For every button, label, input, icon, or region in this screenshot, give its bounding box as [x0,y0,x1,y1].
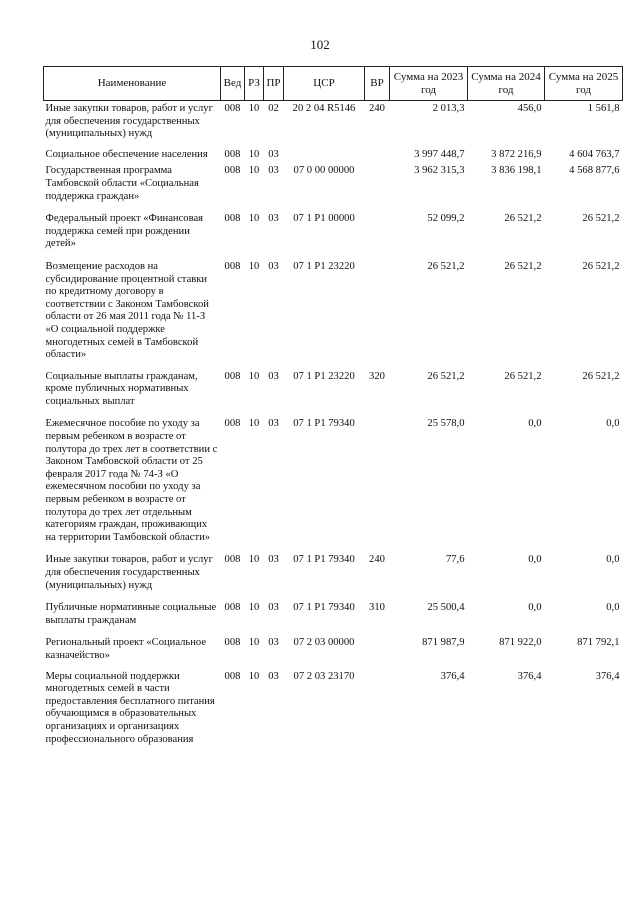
row-sum-2023: 26 521,2 [427,370,465,382]
row-rz: 10 [248,602,260,614]
row-pr: 03 [268,260,279,272]
column-header-csr: ЦСР [284,67,365,101]
table-header-row [44,67,623,101]
row-rz: 10 [248,418,260,430]
table-row [44,552,623,600]
row-rz: 10 [248,637,260,649]
row-sum-2025: 0,0 [606,554,620,566]
row-name: Региональный проект «Социальное казначейство» [45,637,207,661]
row-csr: 20 2 04 R5146 [292,103,356,114]
row-ved: 008 [224,602,241,614]
row-pr: 03 [268,637,279,649]
column-header-ved: Вед [221,67,245,101]
row-rz: 10 [248,165,260,177]
row-ved: 008 [224,418,241,430]
row-sum-2023: 25 500,4 [427,602,465,614]
row-rz: 10 [248,260,260,272]
table-row [44,101,623,147]
row-pr: 03 [268,165,279,177]
row-rz: 10 [248,213,260,225]
row-csr: 07 1 P1 23220 [293,260,355,272]
row-pr: 03 [268,418,279,430]
column-header-sum-2023: Сумма на 2023 год [390,67,468,101]
row-sum-2025: 0,0 [606,602,620,614]
row-csr: 07 2 03 00000 [293,637,355,649]
row-sum-2023: 3 997 448,7 [414,148,465,160]
row-name: Публичные нормативные социальные выплаты гражданам [45,602,217,626]
row-sum-2025: 1 561,8 [587,103,620,114]
row-csr: 07 1 P1 23220 [293,370,355,382]
row-vr [365,259,390,369]
table-row [44,416,623,552]
row-sum-2025: 26 521,2 [582,370,620,382]
row-vr [365,147,390,164]
row-vr: 240 [369,103,385,114]
row-sum-2024: 0,0 [528,602,542,614]
row-ved: 008 [224,165,241,177]
row-vr: 320 [369,370,385,382]
row-csr: 07 1 P1 79340 [293,418,355,430]
column-header-sum-2025: Сумма на 2025 год [545,67,623,101]
row-vr [365,163,390,211]
row-csr [284,147,365,164]
page-number: 102 [310,37,330,52]
table-row [44,600,623,635]
row-vr: 310 [369,602,385,614]
row-sum-2024: 26 521,2 [504,370,542,382]
budget-table [43,66,623,752]
table-row [44,635,623,668]
row-sum-2025: 871 792,1 [577,637,620,649]
row-vr [365,211,390,259]
row-ved: 008 [224,370,241,382]
row-name: Возмещение расходов на субсидирование процентной ставки по кредитному договору в соответствии с Законом Тамбовской области от 26 мая 2011 года № 11-З «О социальной поддержке многодетных семей в Тамбовской области» [45,260,209,361]
row-pr: 03 [268,554,279,566]
row-sum-2025: 376,4 [595,670,620,682]
row-vr: 240 [369,554,385,566]
row-sum-2023: 871 987,9 [422,637,465,649]
row-sum-2023: 25 578,0 [427,418,465,430]
row-sum-2024: 26 521,2 [504,213,542,225]
row-pr: 03 [268,602,279,614]
row-csr: 07 1 P1 00000 [293,213,355,225]
table-row [44,163,623,211]
row-sum-2024: 3 836 198,1 [491,165,542,177]
row-ved: 008 [224,554,241,566]
row-sum-2025: 26 521,2 [582,260,620,272]
row-csr: 07 1 P1 79340 [293,602,355,614]
row-csr: 07 0 00 00000 [293,165,355,177]
row-sum-2025: 0,0 [606,418,620,430]
row-sum-2023: 77,6 [445,554,465,566]
row-pr: 03 [268,370,279,382]
column-header-vr: ВР [365,67,390,101]
row-vr [365,416,390,552]
row-sum-2025: 4 604 763,7 [569,148,620,160]
row-pr: 03 [268,148,279,160]
row-name: Социальное обеспечение населения [45,148,208,160]
column-header-name: Наименование [44,67,221,101]
row-sum-2023: 3 962 315,3 [414,165,465,177]
row-ved: 008 [224,260,241,272]
row-csr: 07 1 P1 79340 [293,554,355,566]
row-sum-2024: 0,0 [528,554,542,566]
row-sum-2023: 26 521,2 [427,260,465,272]
row-vr [365,669,390,753]
row-name: Государственная программа Тамбовской области «Социальная поддержка граждан» [45,165,199,202]
table-row [44,369,623,417]
row-name: Иные закупки товаров, работ и услуг для обеспечения государственных (муниципальных) нужд [45,103,213,140]
column-header-sum-2024: Сумма на 2024 год [468,67,545,101]
table-row [44,211,623,259]
row-name: Меры социальной поддержки многодетных семей в части предоставления бесплатного питания обучающимся в образовательных организациях и организациях профессионального образования [45,670,215,745]
row-rz: 10 [248,370,260,382]
column-header-pr: ПР [264,67,284,101]
row-ved: 008 [224,103,241,114]
row-sum-2023: 376,4 [440,670,465,682]
row-sum-2024: 3 872 216,9 [491,148,542,160]
row-sum-2025: 4 568 877,6 [569,165,620,177]
row-pr: 03 [268,213,279,225]
row-sum-2024: 0,0 [528,418,542,430]
table-body [44,101,623,753]
row-rz: 10 [248,554,260,566]
row-sum-2024: 456,0 [517,103,542,114]
table-row [44,259,623,369]
row-pr: 03 [268,670,279,682]
table-row [44,669,623,753]
table-row [44,147,623,164]
row-rz: 10 [248,103,260,114]
row-ved: 008 [224,213,241,225]
row-name: Федеральный проект «Финансовая поддержка семей при рождении детей» [45,213,204,250]
row-ved: 008 [224,148,241,160]
row-ved: 008 [224,637,241,649]
row-rz: 10 [248,670,260,682]
row-ved: 008 [224,670,241,682]
row-sum-2023: 52 099,2 [427,213,465,225]
row-sum-2024: 376,4 [517,670,542,682]
row-pr: 02 [268,103,279,114]
row-sum-2024: 871 922,0 [499,637,542,649]
row-sum-2024: 26 521,2 [504,260,542,272]
row-sum-2023: 2 013,3 [432,103,465,114]
column-header-rz: РЗ [245,67,264,101]
row-name: Иные закупки товаров, работ и услуг для обеспечения государственных (муниципальных) нужд [45,554,213,591]
row-name: Социальные выплаты гражданам, кроме публичных нормативных социальных выплат [45,370,198,407]
row-sum-2025: 26 521,2 [582,213,620,225]
row-vr [365,635,390,668]
row-name: Ежемесячное пособие по уходу за первым ребенком в возрасте от полутора до трех лет в соответствии с Законом Тамбовской области от 25 февраля 2017 года № 74-З «О ежемесячном пособии по уходу за первым ребенком в возрасте от полутора до трех лет отдельным категориям граждан, проживающих на территории Тамбовской области» [45,418,218,543]
row-csr: 07 2 03 23170 [293,670,355,682]
row-rz: 10 [248,148,260,160]
